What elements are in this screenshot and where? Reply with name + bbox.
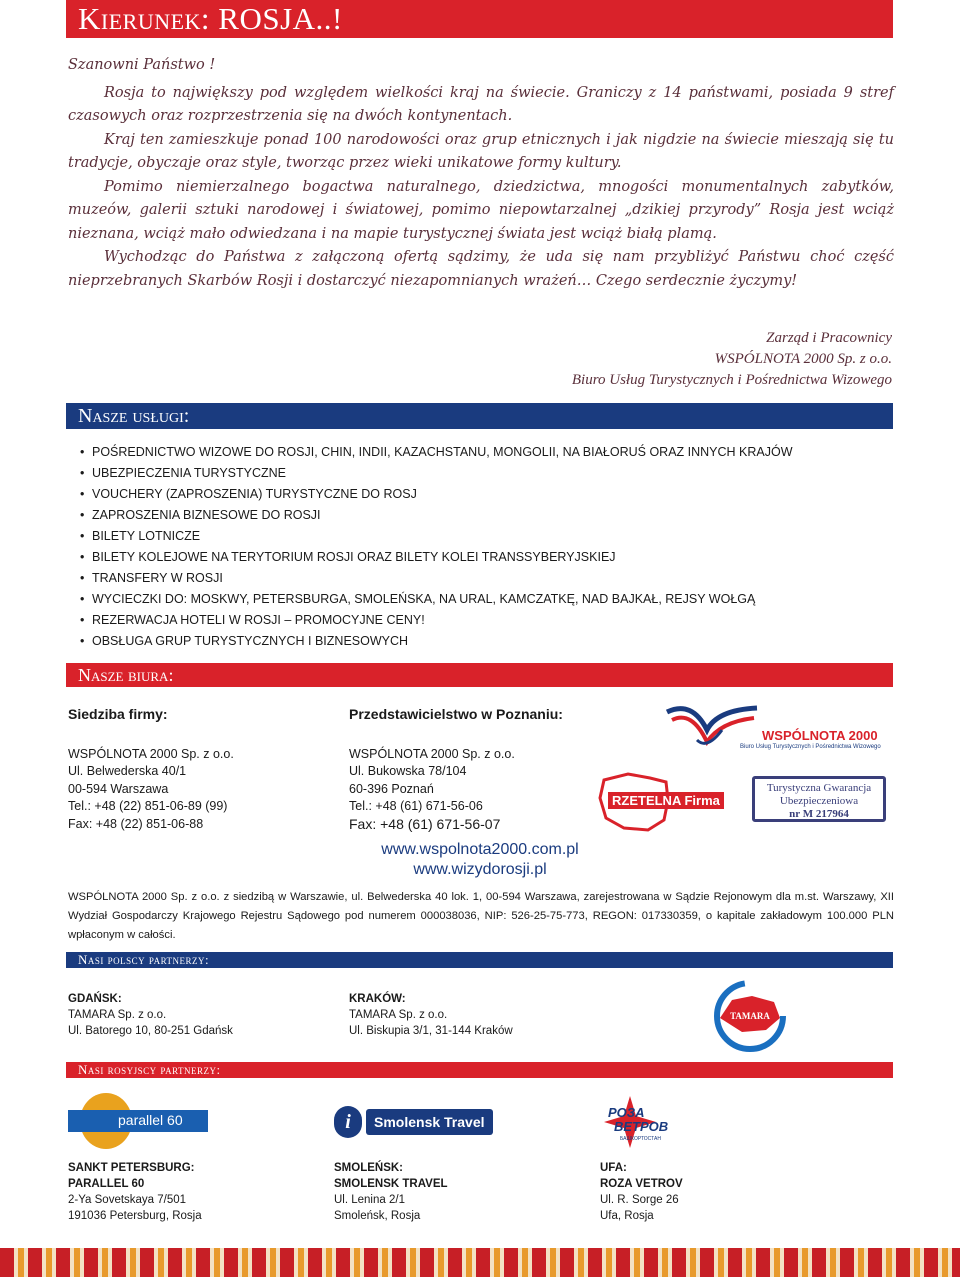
office-line: Tel.: +48 (61) 671-56-06	[349, 799, 483, 813]
stamp-number: nr M 217964	[789, 808, 849, 820]
office-line: 60-396 Poznań	[349, 781, 434, 796]
office-line: Tel.: +48 (22) 851-06-89 (99)	[68, 799, 228, 813]
partner-gdansk	[68, 991, 233, 1039]
partner-city: KRAKÓW:	[349, 993, 406, 1005]
rzetelna-firma-logo	[598, 770, 740, 834]
services-list	[80, 442, 793, 652]
signature-line: WSPÓLNOTA 2000 Sp. z o.o.	[714, 351, 892, 367]
service-item: • UBEZPIECZENIA TURYSTYCZNE	[80, 463, 793, 484]
office-line: Ul. Belwederska 40/1	[68, 764, 187, 778]
stamp-line: Turystyczna Gwarancja	[766, 782, 872, 794]
page-title: Kierunek: ROSJA..!	[66, 0, 893, 38]
polish-partners-heading: Nasi polscy partnerzy:	[66, 952, 893, 968]
rzetelna-label: RZETELNA Firma	[608, 792, 724, 809]
tamara-logo	[712, 978, 788, 1054]
wspolnota-swoosh-icon	[662, 700, 762, 762]
intro-letter	[68, 54, 894, 293]
service-item: • WYCIECZKI DO: MOSKWY, PETERSBURGA, SMOLEŃSKA, NA URAL, KAMCZATKĘ, NAD BAJKAŁ, REJSY WOŁGĄ	[80, 589, 793, 610]
partner-line: Ufa, Rosja	[600, 1210, 654, 1222]
service-item: • POŚREDNICTWO WIZOWE DO ROSJI, CHIN, INDII, KAZACHSTANU, MONGOLII, NA BIAŁORUŚ ORAZ INNYCH KRAJÓW	[80, 442, 793, 463]
service-item: • OBSŁUGA GRUP TURYSTYCZNYCH I BIZNESOWYCH	[80, 631, 793, 652]
service-item: • BILETY KOLEJOWE NA TERYTORIUM ROSJI ORAZ BILETY KOLEI TRANSSYBERYJSKIEJ	[80, 547, 793, 568]
service-item: • VOUCHERY (ZAPROSZENIA) TURYSTYCZNE DO ROSJ	[80, 484, 793, 505]
service-item: • REZERWACJA HOTELI W ROSJI – PROMOCYJNE CENY!	[80, 610, 793, 631]
letter-paragraph: Kraj ten zamieszkuje ponad 100 narodowości oraz grup etnicznych i jak nigdzie na świecie mieszają się tu tradycje, obyczaje oraz style, tworząc przez wieki unikatowe formy kultury.	[68, 131, 894, 171]
wspolnota-logo-sub: Biuro Usług Turystycznych i Pośrednictwa Wizowego	[740, 744, 881, 750]
parallel-label: parallel 60	[118, 1112, 183, 1128]
info-icon: i	[334, 1106, 362, 1138]
russian-partners-heading: Nasi rosyjscy partnerzy:	[66, 1062, 893, 1078]
letter-paragraph: Rosja to największy pod względem wielkości kraj na świecie. Graniczy z 14 państwami, posiada 9 stref czasowych oraz rozprzestrzenia się na dwóch kontynentach.	[68, 84, 894, 124]
wspolnota-logo	[662, 700, 881, 762]
roza-label: РОЗА	[608, 1105, 645, 1120]
partner-city: SMOLEŃSK:	[334, 1162, 403, 1174]
partner-krakow	[349, 991, 513, 1039]
tamara-label: TAMARA	[730, 1011, 770, 1021]
service-item: • TRANSFERY W ROSJI	[80, 568, 793, 589]
partner-name: ROZA VETROV	[600, 1178, 683, 1190]
partner-line: Ul. Biskupia 3/1, 31-144 Kraków	[349, 1025, 513, 1037]
website-link[interactable]: www.wspolnota2000.com.pl	[381, 841, 579, 858]
partner-smolensk	[334, 1160, 448, 1224]
partner-line: Smoleńsk, Rosja	[334, 1210, 421, 1222]
letter-paragraph: Wychodząc do Państwa z załączoną ofertą sądzimy, że uda się nam przybliżyć Państwu choć część nieprzebranych Skarbów Rosji i dostarczyć niezapomnianych wrażeń… Czego serdecznie życzymy!	[68, 249, 894, 289]
poznan-office	[349, 706, 563, 833]
partner-petersburg	[68, 1160, 202, 1224]
partner-city: SANKT PETERSBURG:	[68, 1162, 195, 1174]
greeting: Szanowni Państwo !	[68, 57, 216, 73]
wspolnota-logo-name: WSPÓLNOTA 2000	[762, 728, 878, 743]
parallel-60-logo	[68, 1090, 218, 1152]
partner-line: Ul. R. Sorge 26	[600, 1194, 679, 1206]
partner-ufa	[600, 1160, 683, 1224]
office-line: WSPÓLNOTA 2000 Sp. z o.o.	[68, 746, 234, 761]
partner-name: PARALLEL 60	[68, 1178, 145, 1190]
matryoshka-footer-border	[0, 1248, 960, 1277]
vetrov-label: ВЕТРОВ	[614, 1119, 669, 1134]
letter-signature	[572, 328, 892, 391]
website-link[interactable]: www.wizydorosji.pl	[413, 861, 547, 878]
services-heading: Nasze usługi:	[66, 403, 893, 429]
partner-city: GDAŃSK:	[68, 993, 122, 1005]
letter-paragraph: Pomimo niemierzalnego bogactwa naturalnego, dziedzictwa, mnogości monumentalnych zabytków, muzeów, galerii sztuki narodowej i światowej, pomimo niepowtarzalnej „dzikiej przyrody” Rosja jest wciąż nieznana, wciąż mało odwiedzana i na mapie turystycznej świata jest wciąż białą plamą.	[68, 178, 894, 242]
office-line: Ul. Bukowska 78/104	[349, 764, 467, 778]
guarantee-stamp	[752, 776, 886, 822]
signature-line: Biuro Usług Turystycznych i Pośrednictwa Wizowego	[571, 372, 892, 388]
hq-office	[68, 706, 234, 833]
service-item: • ZAPROSZENIA BIZNESOWE DO ROSJI	[80, 505, 793, 526]
office-line: 00-594 Warszawa	[68, 781, 169, 796]
office-heading: Siedziba firmy:	[68, 706, 168, 722]
signature-line: Zarząd i Pracownicy	[766, 330, 892, 346]
offices-heading: Nasze biura:	[66, 663, 893, 687]
legal-notice: WSPÓLNOTA 2000 Sp. z o.o. z siedzibą w Warszawie, ul. Belwederska 40 lok. 1, 00-594 Warszawa, zarejestrowana w Sądzie Rejonowym dla m.st. Warszawy, XII Wydział Gospodarczy Krajowego Rejestru Sądowego pod numerem 000038036, NIP: 526-25-75-773, REGON: 017330359, o kapitale zakładowym 100.000 PLN wpłaconym w całości.	[68, 891, 894, 941]
partner-city: UFA:	[600, 1162, 627, 1174]
partner-name: SMOLENSK TRAVEL	[334, 1178, 448, 1190]
partner-line: TAMARA Sp. z o.o.	[68, 1009, 167, 1021]
partner-line: TAMARA Sp. z o.o.	[349, 1009, 448, 1021]
partner-line: 2-Ya Sovetskaya 7/501	[68, 1194, 187, 1206]
roza-vetrov-logo	[600, 1094, 690, 1152]
partner-line: 191036 Petersburg, Rosja	[68, 1210, 202, 1222]
websites	[350, 840, 610, 880]
service-item: • BILETY LOTNICZE	[80, 526, 793, 547]
smolensk-label: Smolensk Travel	[366, 1109, 493, 1135]
partner-line: Ul. Lenina 2/1	[334, 1194, 405, 1206]
partner-line: Ul. Batorego 10, 80-251 Gdańsk	[68, 1025, 233, 1037]
roza-sub: БАШКОРТОСТАН	[620, 1136, 661, 1142]
office-line: Fax: +48 (22) 851-06-88	[68, 816, 204, 831]
office-line: WSPÓLNOTA 2000 Sp. z o.o.	[349, 746, 515, 761]
office-line: Fax: +48 (61) 671-56-07	[349, 815, 501, 832]
smolensk-travel-logo	[334, 1106, 520, 1138]
office-heading: Przedstawicielstwo w Poznaniu:	[349, 706, 563, 722]
stamp-line: Ubezpieczeniowa	[779, 795, 859, 807]
